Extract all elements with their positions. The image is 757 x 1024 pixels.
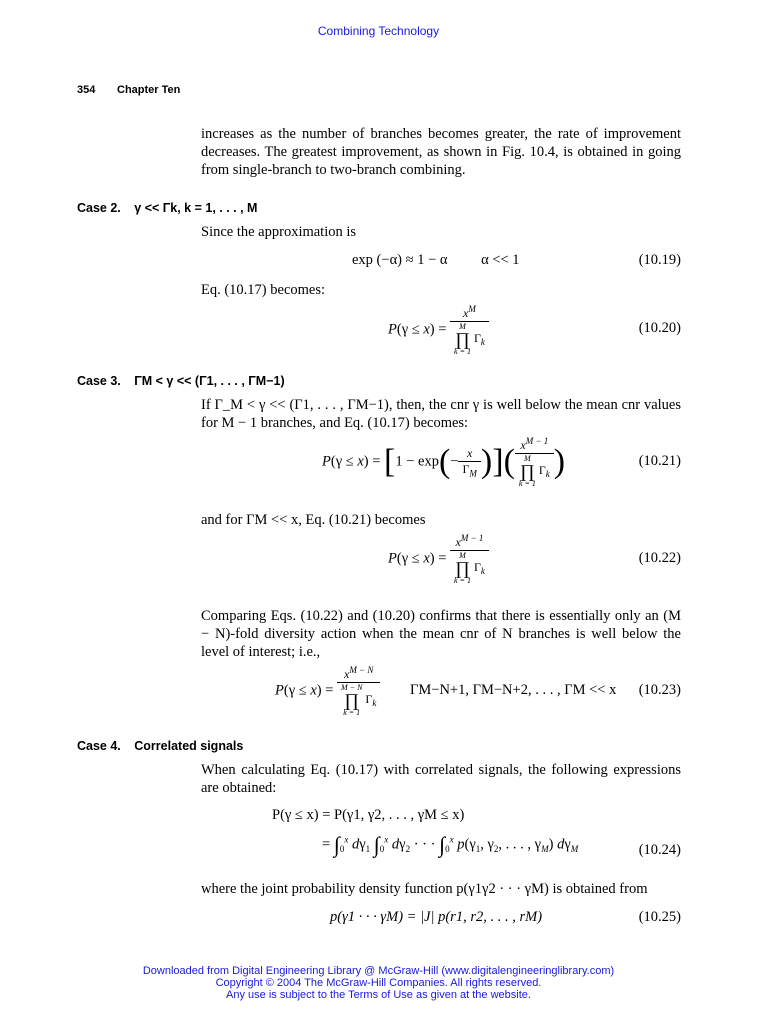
eq1024-number: (10.24)	[638, 842, 681, 858]
eq1019-number: (10.19)	[638, 252, 681, 268]
intro-paragraph: increases as the number of branches becomes greater, the rate of improvement decreases. The greatest improvement, as shown in Fig. 10.4, is obtained in going from single-branch to two-branch combining.	[201, 126, 681, 178]
case2-heading	[77, 201, 257, 215]
case3-condition: ΓM < γ << (Γ1, . . . , ΓM−1)	[134, 374, 285, 388]
eq1023-number: (10.23)	[638, 682, 681, 698]
case3-label: Case 3.	[77, 374, 121, 388]
eq1019-condition: α << 1	[481, 252, 520, 268]
case3-text: If Γ_M < γ << (Γ1, . . . , ΓM−1), then, the cnr γ is well below the mean cnr values for M − 1 branches, and Eq. (10.17) becomes:	[201, 397, 681, 431]
eq1024-line2: = $\int_0^x$ $d\gamma_1$ $\int_0^x$ $d\gamma_2$ · · · $\int_0^x$ $p(\gamma_1$, $\gamma_2$, . . . , $\gamma_M$) $d\gamma_M$	[322, 832, 579, 857]
case2-label: Case 2.	[77, 201, 121, 215]
case4-condition: Correlated signals	[134, 739, 244, 753]
chapter-title: Chapter Ten	[117, 84, 181, 96]
eq1020-number: (10.20)	[638, 320, 681, 336]
case3-heading	[77, 374, 285, 388]
equation-10-25: p(γ1 · · · γM) = |J| p(r1, r2, . . . , rM)	[330, 909, 543, 925]
eq1024-line1: P(γ ≤ x) = P(γ1, γ2, . . . , γM ≤ x)	[272, 807, 465, 823]
footer-download-link[interactable]: Downloaded from Digital Engineering Library @ McGraw-Hill (www.digitalengineeringlibrary.com)	[142, 965, 615, 977]
equation-10-22: P(γ ≤ x) = $x^{M - 1}$ M ∏ k = 1 $\Gamma_k$	[388, 533, 489, 585]
equation-10-23: P(γ ≤ x) = $x^{M - N}$ M − N ∏ k = 1 $\Gamma_k$	[275, 665, 380, 717]
eq1019-expression: exp (−α) ≈ 1 − α	[352, 252, 448, 268]
comparing-paragraph: Comparing Eqs. (10.22) and (10.20) confirms that there is essentially only an (M − N)-fold diversity action when the mean cnr of N branches is well below the level of interest; i.e.,	[201, 608, 681, 660]
equation-10-21: P(γ ≤ x) = [1 − exp(− $\frac{x}{\Gamma_M}$ )]( $x^{M - 1}$ M ∏ k = 1 $\Gamma_k$ )	[322, 436, 566, 488]
eq1021-number: (10.21)	[638, 453, 681, 469]
case2-condition: γ << Γk, k = 1, . . . , M	[134, 201, 258, 215]
case4-label: Case 4.	[77, 739, 121, 753]
eq1017-becomes-text: Eq. (10.17) becomes:	[201, 282, 326, 298]
where-joint-text: where the joint probability density function p(γ1γ2 · · · γM) is obtained from	[201, 881, 648, 897]
footer-terms-link[interactable]: Any use is subject to the Terms of Use as given at the website.	[226, 989, 531, 1001]
and-for-text: and for ΓM << x, Eq. (10.21) becomes	[201, 512, 426, 528]
top-chapter-link[interactable]: Combining Technology	[317, 24, 440, 38]
footer	[0, 965, 757, 1001]
eq1025-number: (10.25)	[638, 909, 681, 925]
page-number: 354	[77, 84, 96, 96]
equation-10-20: P(γ ≤ x) = $x^M$ M ∏ k = 1 $\Gamma_k$	[388, 304, 489, 356]
case4-heading	[77, 739, 243, 753]
case2-text: Since the approximation is	[201, 224, 357, 240]
footer-copyright-link[interactable]: Copyright © 2004 The McGraw-Hill Companies. All rights reserved.	[215, 977, 542, 989]
eq1022-number: (10.22)	[638, 550, 681, 566]
eq1023-condition: ΓM−N+1, ΓM−N+2, . . . , ΓM << x	[410, 682, 617, 698]
equation-10-19	[352, 252, 520, 269]
case4-text: When calculating Eq. (10.17) with correlated signals, the following expressions are obtained:	[201, 762, 681, 796]
